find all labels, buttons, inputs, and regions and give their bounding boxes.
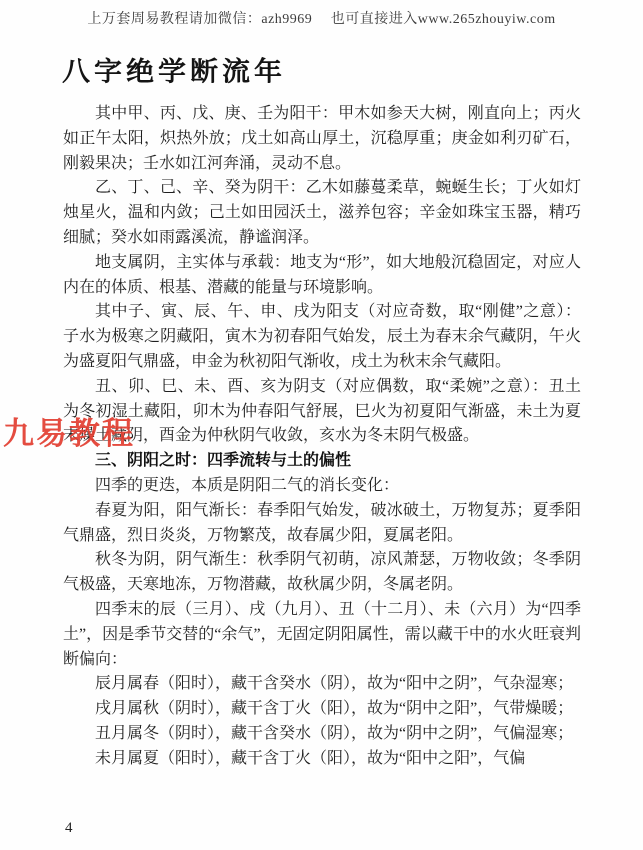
section-heading: 三、阴阳之时：四季流转与土的偏性 xyxy=(95,452,352,470)
paragraph: 丑、卯、巳、未、酉、亥为阴支（对应偶数，取“柔婉”之意）：丑土为冬初湿土藏阳，卯木为仲春阳气舒展，巳火为初夏阳气渐盛，未土为夏末燥土藏阴，酉金为仲秋阴气收敛，亥水为冬末阴气极盛。 xyxy=(63,377,581,445)
paragraph: 四季末的辰（三月）、戌（九月）、丑（十二月）、未（六月）为“四季土”，因是季节交替的“余气”，无固定阴阳属性，需以藏干中的水火旺衰判断偏向： xyxy=(63,600,581,668)
body-text-column xyxy=(63,102,581,772)
paragraph: 未月属夏（阳时），藏干含丁火（阳），故为“阳中之阳”，气偏 xyxy=(95,749,526,767)
paragraph: 秋冬为阴，阴气渐生：秋季阴气初萌，凉风萧瑟，万物收敛；冬季阴气极盛，天寒地冻，万物潜藏，故秋属少阴，冬属老阴。 xyxy=(63,551,581,594)
paragraph: 丑月属冬（阴时），藏干含癸水（阴），故为“阴中之阴”，气偏湿寒； xyxy=(95,724,574,742)
paragraph: 其中甲、丙、戊、庚、壬为阳干：甲木如参天大树，刚直向上；丙火如正午太阳，炽热外放；戊土如高山厚土，沉稳厚重；庚金如利刃矿石，刚毅果决；壬水如江河奔涌，灵动不息。 xyxy=(63,105,581,172)
paragraph: 春夏为阳，阳气渐长：春季阳气始发，破冰破土，万物复苏；夏季阳气鼎盛，烈日炎炎，万物繁茂，故春属少阳，夏属老阳。 xyxy=(63,501,581,544)
page-title: 八字绝学断流年 xyxy=(62,55,287,88)
paragraph: 戌月属秋（阴时），藏干含丁火（阳），故为“阴中之阳”，气带燥暖； xyxy=(95,700,574,718)
red-watermark: 九易教程 xyxy=(3,416,135,451)
page-number: 4 xyxy=(65,820,73,836)
paragraph: 其中子、寅、辰、午、申、戌为阳支（对应奇数，取“刚健”之意）：子水为极寒之阴藏阳，寅木为初春阳气始发，辰土为春末余气藏阴，午火为盛夏阳气鼎盛，申金为秋初阳气渐收，戌土为秋末余气藏阳。 xyxy=(63,303,581,370)
paragraph: 乙、丁、己、辛、癸为阴干：乙木如藤蔓柔草，蜿蜒生长；丁火如灯烛星火，温和内敛；己土如田园沃土，滋养包容；辛金如珠宝玉器，精巧细腻；癸水如雨露溪流，静谧润泽。 xyxy=(63,179,581,246)
paragraph: 辰月属春（阳时），藏干含癸水（阴），故为“阳中之阴”，气杂湿寒； xyxy=(95,675,574,693)
paragraph: 四季的更迭，本质是阴阳二气的消长变化： xyxy=(95,476,400,494)
header-promo-line: 上万套周易教程请加微信：azh9969 也可直接进入www.265zhouyiw.com xyxy=(87,12,556,27)
paragraph: 地支属阴，主实体与承载：地支为“形”，如大地般沉稳固定，对应人内在的体质、根基、潜藏的能量与环境影响。 xyxy=(63,253,581,296)
